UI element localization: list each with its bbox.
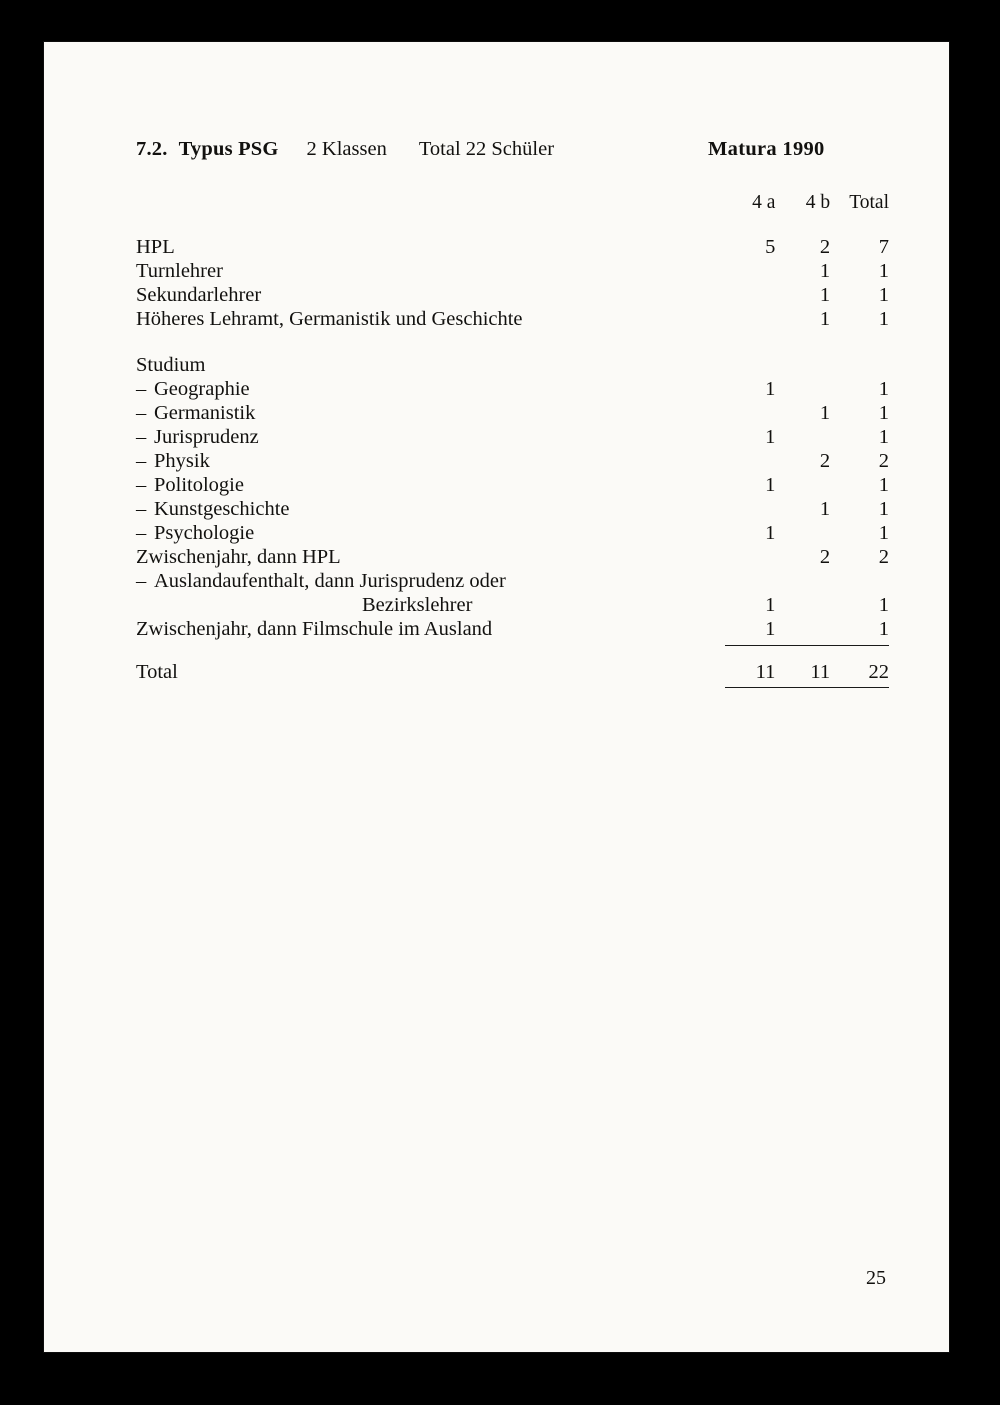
table-row xyxy=(136,545,889,569)
table-column-headers xyxy=(136,191,889,235)
column-header-total: Total xyxy=(849,192,889,213)
row-label-text: Geographie xyxy=(154,378,250,400)
row-label-text: Politologie xyxy=(154,474,244,496)
bullet-dash: – xyxy=(136,426,147,448)
table-row xyxy=(136,283,889,307)
row-value-total: 7 xyxy=(878,236,889,258)
row-value-total: 1 xyxy=(878,594,889,616)
bullet-dash: – xyxy=(136,378,147,400)
row-value-4b: 1 xyxy=(819,260,831,282)
row-value-4b xyxy=(775,617,830,646)
footer-value-4a: 11 xyxy=(725,646,775,688)
footer-label: Total xyxy=(136,661,178,683)
table-row xyxy=(136,425,889,449)
spacer-cell xyxy=(725,331,775,353)
row-value-4b: 2 xyxy=(819,236,831,258)
row-value-4b xyxy=(775,377,830,401)
row-value-total xyxy=(830,353,889,377)
row-value-4b: 2 xyxy=(819,450,831,472)
row-label xyxy=(136,521,725,545)
row-value-total: 1 xyxy=(878,426,889,448)
row-label-text: Jurisprudenz xyxy=(154,426,259,448)
row-value-4a xyxy=(725,283,775,307)
row-value-4a: 1 xyxy=(765,522,776,544)
row-value-4a: 5 xyxy=(765,236,776,258)
row-label-text: Zwischenjahr, dann HPL xyxy=(136,546,341,568)
row-label xyxy=(136,235,725,259)
spacer-cell xyxy=(830,331,889,353)
bullet-dash: – xyxy=(136,450,147,472)
footer-value-4b: 11 xyxy=(775,646,830,688)
row-label-text: Sekundarlehrer xyxy=(136,284,262,306)
row-value-4a xyxy=(725,401,775,425)
table-row xyxy=(136,617,889,646)
row-value-4a xyxy=(725,497,775,521)
students-total: Total 22 Schüler xyxy=(418,138,555,160)
table-row xyxy=(136,235,889,259)
section-number: 7.2. xyxy=(136,138,168,160)
row-value-total: 2 xyxy=(878,546,889,568)
table-row xyxy=(136,593,889,617)
row-label-text: HPL xyxy=(136,236,175,258)
bullet-dash: – xyxy=(136,498,147,520)
row-value-4b: 1 xyxy=(819,284,831,306)
row-value-4a: 1 xyxy=(765,378,776,400)
row-value-4b xyxy=(775,593,830,617)
row-value-4b xyxy=(775,473,830,497)
table-spacer xyxy=(136,331,889,353)
row-value-total: 2 xyxy=(878,450,889,472)
bullet-dash: – xyxy=(136,522,147,544)
row-value-4a xyxy=(725,353,775,377)
row-label-text: Germanistik xyxy=(154,402,256,424)
row-value-total: 1 xyxy=(878,260,889,282)
bullet-dash: – xyxy=(136,474,147,496)
table-row xyxy=(136,307,889,331)
spacer-cell xyxy=(136,331,725,353)
row-value-4a: 1 xyxy=(725,617,775,646)
table-row xyxy=(136,377,889,401)
row-label xyxy=(136,259,725,283)
row-label-text: Turnlehrer xyxy=(136,260,223,282)
section-title: Typus PSG xyxy=(178,138,279,160)
page-content xyxy=(136,138,889,688)
row-value-4b: 1 xyxy=(819,498,831,520)
row-label-text: Bezirkslehrer xyxy=(362,594,473,616)
row-value-total: 1 xyxy=(878,284,889,306)
row-label xyxy=(136,377,725,401)
row-value-4b xyxy=(775,521,830,545)
row-label xyxy=(136,307,725,331)
row-value-4a: 1 xyxy=(765,426,776,448)
column-header-blank xyxy=(136,191,725,235)
table-row xyxy=(136,473,889,497)
row-label xyxy=(136,425,725,449)
column-header-4b: 4 b xyxy=(805,192,831,213)
row-label-text: Physik xyxy=(154,450,210,472)
row-label-text: Auslandaufenthalt, dann Jurisprudenz oder xyxy=(154,570,506,592)
row-label xyxy=(136,545,725,569)
exam-label: Matura 1990 xyxy=(708,138,825,160)
row-value-4a xyxy=(725,449,775,473)
classes-count: 2 Klassen xyxy=(306,138,387,160)
row-value-total: 1 xyxy=(878,308,889,330)
row-label xyxy=(136,593,725,617)
bullet-dash: – xyxy=(136,570,147,592)
row-value-4a xyxy=(725,545,775,569)
table-row xyxy=(136,449,889,473)
row-value-total: 1 xyxy=(878,402,889,424)
row-value-total: 1 xyxy=(830,617,889,646)
table-row xyxy=(136,521,889,545)
row-value-4b xyxy=(775,353,830,377)
row-value-total xyxy=(830,569,889,593)
row-value-total: 1 xyxy=(878,498,889,520)
row-label-text: Studium xyxy=(136,354,206,376)
table-row xyxy=(136,401,889,425)
row-label xyxy=(136,473,725,497)
row-label-text: Höheres Lehramt, Germanistik und Geschichte xyxy=(136,308,523,330)
row-label-text: Kunstgeschichte xyxy=(154,498,290,520)
row-value-total: 1 xyxy=(878,522,889,544)
row-label xyxy=(136,617,725,646)
row-label xyxy=(136,283,725,307)
row-value-4b xyxy=(775,569,830,593)
row-value-4a xyxy=(725,569,775,593)
section-header xyxy=(136,138,889,161)
table-row xyxy=(136,569,889,593)
page-number: 25 xyxy=(866,1267,886,1289)
row-value-4b: 1 xyxy=(819,402,831,424)
table-row xyxy=(136,259,889,283)
row-label-text: Psychologie xyxy=(154,522,255,544)
row-value-4a xyxy=(725,259,775,283)
table-footer-row xyxy=(136,646,889,688)
row-value-4b: 2 xyxy=(819,546,831,568)
results-table xyxy=(136,191,889,688)
bullet-dash: – xyxy=(136,402,147,424)
row-value-4a xyxy=(725,307,775,331)
row-value-4b: 1 xyxy=(819,308,831,330)
row-label xyxy=(136,401,725,425)
row-label xyxy=(136,449,725,473)
row-label xyxy=(136,497,725,521)
table-row xyxy=(136,353,889,377)
document-page xyxy=(44,42,949,1352)
row-value-4b xyxy=(775,425,830,449)
row-value-4a: 1 xyxy=(765,474,776,496)
row-value-4a: 1 xyxy=(765,594,776,616)
row-label xyxy=(136,353,725,377)
row-value-total: 1 xyxy=(878,378,889,400)
row-value-total: 1 xyxy=(878,474,889,496)
table-row xyxy=(136,497,889,521)
row-label xyxy=(136,569,725,593)
row-label-text: Zwischenjahr, dann Filmschule im Ausland xyxy=(136,618,493,640)
spacer-cell xyxy=(775,331,830,353)
footer-value-total: 22 xyxy=(830,646,889,688)
column-header-4a: 4 a xyxy=(752,192,776,213)
